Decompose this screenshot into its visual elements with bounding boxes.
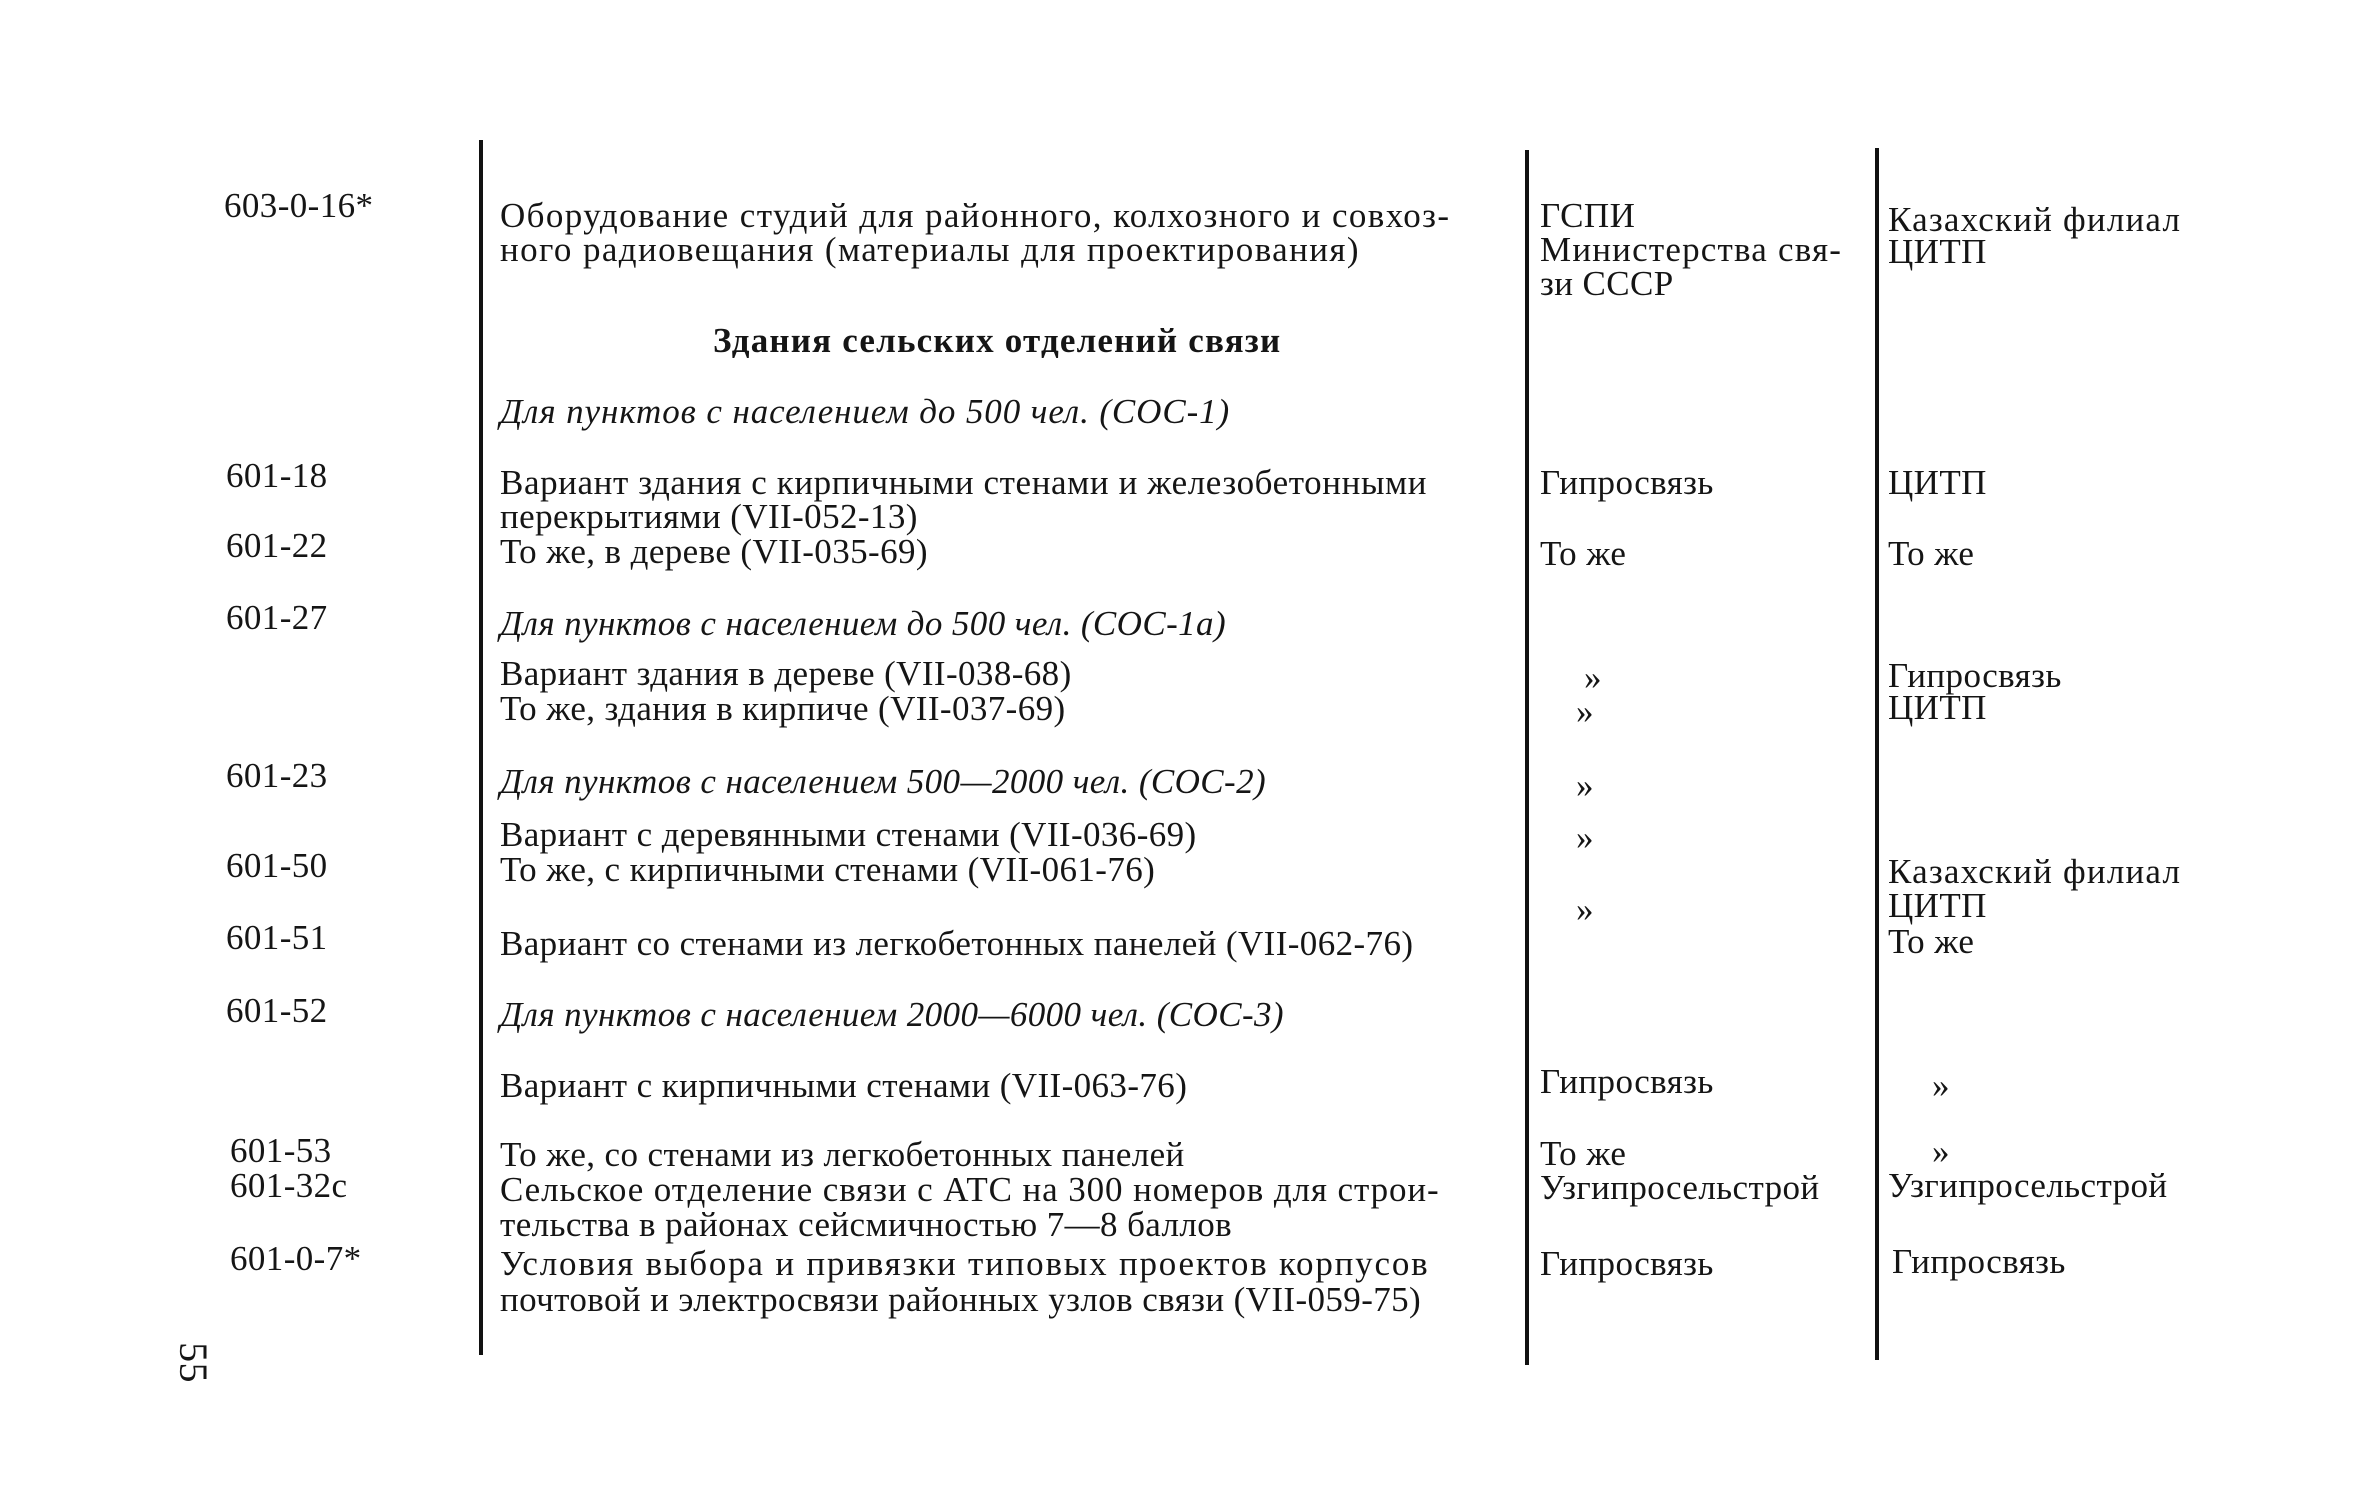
project-title-line: ного радиовещания (материалы для проектирования): [500, 230, 1360, 269]
project-title-line: Сельское отделение связи с АТС на 300 номеров для строи-: [500, 1170, 1440, 1209]
developer-line: Гипросвязь: [1540, 463, 1714, 502]
project-code: 601-27: [226, 598, 328, 637]
ditto-mark: »: [1584, 658, 1602, 697]
project-code: 601-52: [226, 991, 328, 1030]
developer-line: То же: [1540, 1134, 1627, 1173]
project-code: 601-22: [226, 526, 328, 565]
project-title-line: Вариант с деревянными стенами (VII-036-69): [500, 815, 1197, 854]
organization-line: То же: [1888, 534, 1975, 573]
organization-line: Гипросвязь: [1892, 1242, 2066, 1281]
developer-line: зи СССР: [1540, 264, 1674, 303]
developer-line: Гипросвязь: [1540, 1244, 1714, 1283]
organization-line: Узгипросельстрой: [1888, 1166, 2168, 1205]
developer-line: То же: [1540, 534, 1627, 573]
project-code: 601-32с: [230, 1166, 348, 1205]
organization-line: Казахский филиал: [1888, 852, 2182, 891]
subgroup-heading: Для пунктов с населением 500—2000 чел. (СОС-2): [500, 762, 1267, 801]
project-code: 601-50: [226, 846, 328, 885]
section-heading: Здания сельских отделений связи: [713, 321, 1282, 360]
project-code: 603-0-16*: [224, 186, 374, 225]
project-title-line: То же, со стенами из легкобетонных панелей: [500, 1135, 1185, 1174]
organization-line: Гипросвязь: [1888, 656, 2062, 695]
ditto-mark: »: [1932, 1066, 1950, 1105]
subgroup-heading: Для пунктов с населением 2000—6000 чел. (СОС-3): [500, 995, 1284, 1034]
project-code: 601-51: [226, 918, 328, 957]
project-code: 601-23: [226, 756, 328, 795]
organization-line: ЦИТП: [1888, 463, 1987, 502]
developer-line: ГСПИ: [1540, 196, 1636, 235]
project-title-line: Условия выбора и привязки типовых проектов корпусов: [500, 1244, 1430, 1283]
column-divider-right: [1875, 148, 1879, 1360]
ditto-mark: »: [1576, 818, 1594, 857]
ditto-mark: »: [1932, 1132, 1950, 1171]
ditto-mark: »: [1576, 692, 1594, 731]
subgroup-heading: Для пунктов с населением до 500 чел. (СОС-1а): [500, 604, 1226, 643]
project-title-line: Вариант с кирпичными стенами (VII-063-76): [500, 1066, 1188, 1105]
project-title-line: Вариант со стенами из легкобетонных панелей (VII-062-76): [500, 924, 1414, 963]
organization-line: ЦИТП: [1888, 232, 1987, 271]
subgroup-heading: Для пунктов с населением до 500 чел. (СОС-1): [500, 392, 1231, 431]
project-title-line: перекрытиями (VII-052-13): [500, 497, 918, 536]
project-title-line: тельства в районах сейсмичностью 7—8 баллов: [500, 1205, 1233, 1244]
project-title-line: То же, с кирпичными стенами (VII-061-76): [500, 850, 1156, 889]
organization-line: То же: [1888, 922, 1975, 961]
developer-line: Гипросвязь: [1540, 1062, 1714, 1101]
organization-line: ЦИТП: [1888, 886, 1987, 925]
project-title-line: Вариант здания в дереве (VII-038-68): [500, 654, 1072, 693]
project-title-line: Вариант здания с кирпичными стенами и железобетонными: [500, 463, 1428, 502]
developer-line: Министерства свя-: [1540, 230, 1843, 269]
column-divider-left: [479, 140, 483, 1355]
developer-line: Узгипросельстрой: [1540, 1168, 1820, 1207]
project-code: 601-18: [226, 456, 328, 495]
organization-line: Казахский филиал: [1888, 200, 2182, 239]
project-title-line: Оборудование студий для районного, колхозного и совхоз-: [500, 196, 1451, 235]
project-code: 601-53: [230, 1131, 332, 1170]
column-divider-middle: [1525, 150, 1529, 1365]
page-number: 55: [170, 1342, 216, 1383]
project-title-line: То же, в дереве (VII-035-69): [500, 532, 928, 571]
ditto-mark: »: [1576, 766, 1594, 805]
project-code: 601-0-7*: [230, 1239, 362, 1278]
organization-line: ЦИТП: [1888, 688, 1987, 727]
project-title-line: почтовой и электросвязи районных узлов связи (VII-059-75): [500, 1280, 1422, 1319]
project-title-line: То же, здания в кирпиче (VII-037-69): [500, 689, 1066, 728]
ditto-mark: »: [1576, 890, 1594, 929]
